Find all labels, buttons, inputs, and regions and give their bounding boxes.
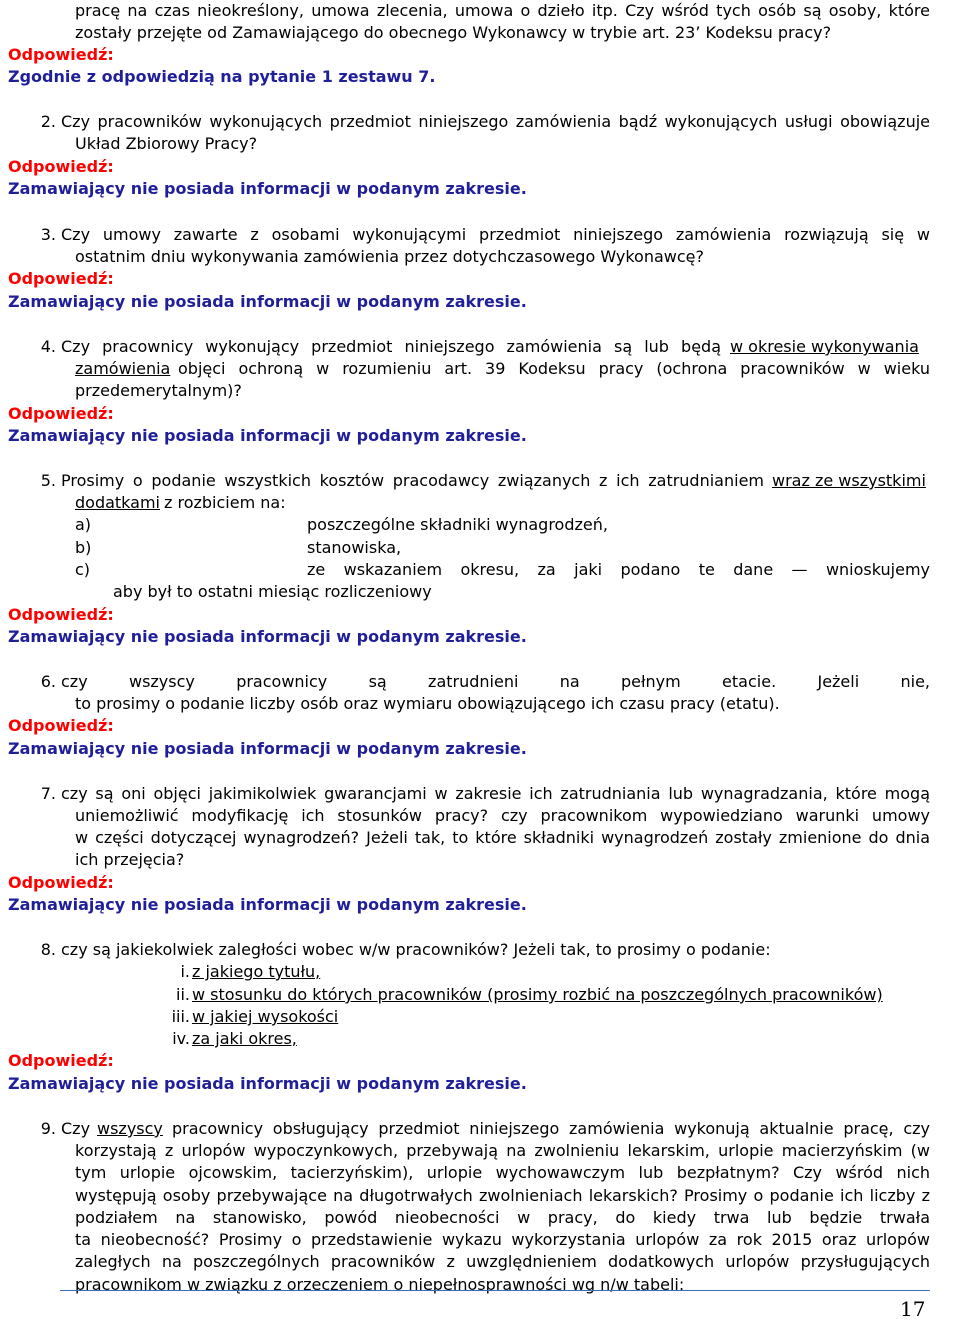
question-text: objęci ochroną w rozumieniu art. 39 Kodeksu pracy (ochrona pracowników w wieku: [178, 359, 930, 378]
question-text: czy wszyscy pracownicy są zatrudnieni na pełnym etacie. Jeżeli nie,: [61, 672, 930, 691]
question-text: ich przejęcia?: [75, 850, 185, 869]
question-text: w części dotyczącej wynagrodzeń? Jeżeli tak, to które składniki wynagrodzeń zostały zmienione do dnia: [75, 828, 930, 847]
question-text: Prosimy o podanie wszystkich kosztów pracodawcy związanych z ich zatrudnianiem: [61, 471, 764, 490]
answer-label: Odpowiedź:: [8, 269, 114, 288]
question-text: czy są oni objęci jakimikolwiek gwarancjami w zakresie ich zatrudniania lub wynagradzania, które mogą: [61, 784, 930, 803]
question-text: czy są jakiekolwiek zaległości wobec w/w pracowników? Jeżeli tak, to prosimy o podanie:: [61, 940, 771, 959]
list-item-text: stanowiska,: [307, 538, 402, 557]
answer-text: Zamawiający nie posiada informacji w podanym zakresie.: [8, 426, 527, 445]
answer-label: Odpowiedź:: [8, 716, 114, 735]
answer-text: Zgodnie z odpowiedzią na pytanie 1 zestawu 7.: [8, 67, 436, 86]
underlined-text: dodatkami: [75, 493, 160, 512]
question-text: tym urlopie ojcowskim, tacierzyńskim), urlopie wychowawczym lub bezpłatnym? Czy wśród nich: [75, 1163, 930, 1182]
question-text: z rozbiciem na:: [164, 493, 286, 512]
question-text: występują osoby przebywające na długotrwałych zwolnieniach lekarskich? Prosimy o podanie ich liczby z: [75, 1186, 930, 1205]
sublist-item-text: w stosunku do których pracowników (prosimy rozbić na poszczególnych pracowników): [192, 985, 883, 1004]
list-item-text: ze wskazaniem okresu, za jaki podano te dane — wnioskujemy: [307, 560, 930, 579]
question-number: 3.: [40, 225, 56, 244]
underlined-text: wraz ze wszystkimi: [772, 471, 926, 490]
answer-label: Odpowiedź:: [8, 45, 114, 64]
question-number: 4.: [40, 337, 56, 356]
answer-label: Odpowiedź:: [8, 605, 114, 624]
roman-label: i.: [180, 962, 190, 981]
question-text: ostatnim dniu wykonywania zamówienia przez dotychczasowego Wykonawcę?: [75, 247, 704, 266]
question-text: korzystają z urlopów wypoczynkowych, przebywają na zwolnieniu lekarskim, urlopie macierzyńskim (w: [75, 1141, 930, 1160]
roman-label: ii.: [176, 985, 190, 1004]
roman-label: iii.: [171, 1007, 190, 1026]
answer-text: Zamawiający nie posiada informacji w podanym zakresie.: [8, 895, 527, 914]
list-item-text: aby był to ostatni miesiąc rozliczeniowy: [113, 582, 432, 601]
answer-text: Zamawiający nie posiada informacji w podanym zakresie.: [8, 739, 527, 758]
question-number: 5.: [40, 471, 56, 490]
answer-label: Odpowiedź:: [8, 873, 114, 892]
paragraph-line: zostały przejęte od Zamawiającego do obecnego Wykonawcy w trybie art. 23’ Kodeksu pracy?: [75, 23, 832, 42]
answer-label: Odpowiedź:: [8, 1051, 114, 1070]
question-text: Czy pracowników wykonujących przedmiot niniejszego zamówienia bądź wykonujących usługi obowiązuje: [61, 112, 930, 131]
question-text: to prosimy o podanie liczby osób oraz wymiaru obowiązującego ich czasu pracy (etatu).: [75, 694, 780, 713]
answer-text: Zamawiający nie posiada informacji w podanym zakresie.: [8, 1074, 527, 1093]
list-label: a): [75, 515, 92, 534]
page-number: 17: [900, 1297, 926, 1321]
paragraph-line: pracę na czas nieokreślony, umowa zlecenia, umowa o dzieło itp. Czy wśród tych osób są osoby, które: [75, 1, 930, 20]
sublist-item-text: w jakiej wysokości: [192, 1007, 339, 1026]
question-text: Czy: [61, 1119, 91, 1138]
answer-text: Zamawiający nie posiada informacji w podanym zakresie.: [8, 292, 527, 311]
question-number: 2.: [40, 112, 56, 131]
sublist-item-text: z jakiego tytułu,: [192, 962, 321, 981]
question-text: Czy umowy zawarte z osobami wykonującymi przedmiot niniejszego zamówienia rozwiązują się w: [61, 225, 930, 244]
underlined-text: zamówienia: [75, 359, 171, 378]
roman-label: iv.: [172, 1029, 190, 1048]
sublist-item-text: za jaki okres,: [192, 1029, 297, 1048]
answer-text: Zamawiający nie posiada informacji w podanym zakresie.: [8, 179, 527, 198]
question-number: 6.: [40, 672, 56, 691]
footer-rule: [60, 1290, 930, 1291]
list-item-text: poszczególne składniki wynagrodzeń,: [307, 515, 608, 534]
question-text: pracownikom w związku z orzeczeniem o niepełnosprawności wg n/w tabeli:: [75, 1275, 685, 1294]
question-text: podziałem na stanowisko, powód nieobecności w pracy, do kiedy trwa lub będzie trwała: [75, 1208, 930, 1227]
answer-label: Odpowiedź:: [8, 157, 114, 176]
question-text: pracownicy obsługujący przedmiot niniejszego zamówienia wykonują aktualnie pracę, czy: [172, 1119, 930, 1138]
question-text: zaległych na poszczególnych pracowników z uwzględnieniem dodatkowych urlopów przysługujących: [75, 1252, 930, 1271]
answer-label: Odpowiedź:: [8, 404, 114, 423]
question-text: [61, 336, 721, 358]
underlined-text: wszyscy: [97, 1119, 163, 1138]
list-label: b): [75, 538, 92, 557]
question-number: 9.: [40, 1119, 56, 1138]
question-number: 7.: [40, 784, 56, 803]
question-text: ta nieobecność? Prosimy o przedstawienie wykazu wykorzystania urlopów za rok 2015 oraz urlopów: [75, 1230, 930, 1249]
question-number: 8.: [40, 940, 56, 959]
question-text: przedemerytalnym)?: [75, 381, 242, 400]
list-label: c): [75, 560, 91, 579]
question-text-part: Czy pracownicy wykonujący przedmiot niniejszego zamówienia są lub będą: [61, 337, 721, 356]
question-text: uniemożliwić modyfikację ich stosunków pracy? czy pracownikom wypowiedziano warunki umowy: [75, 806, 930, 825]
answer-text: Zamawiający nie posiada informacji w podanym zakresie.: [8, 627, 527, 646]
underlined-text: w okresie wykonywania: [730, 337, 919, 356]
question-text: Układ Zbiorowy Pracy?: [75, 134, 258, 153]
